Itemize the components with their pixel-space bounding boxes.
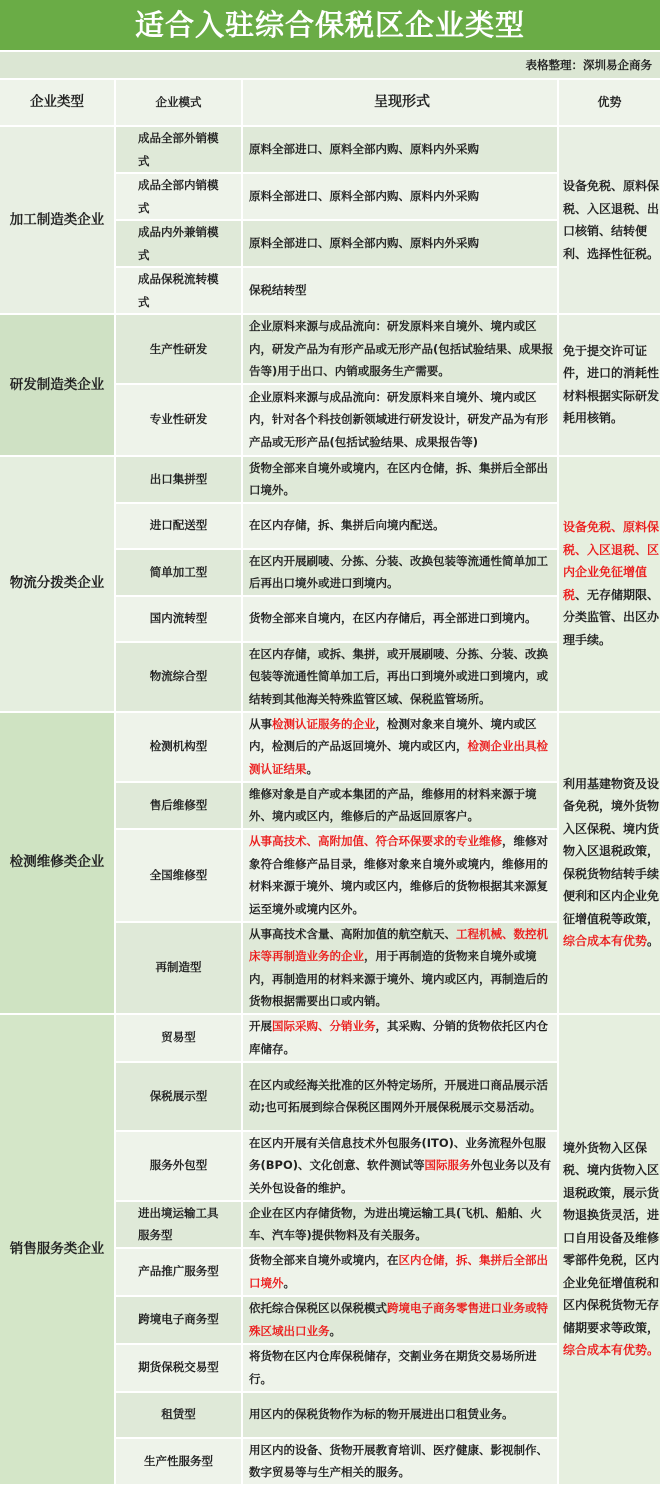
form-cell xyxy=(243,830,557,921)
highlighted-text: 国际服务 xyxy=(424,1158,471,1173)
text-segment: 。 xyxy=(329,1323,341,1338)
highlighted-text: 综合成本有优势 xyxy=(563,934,648,948)
table-row xyxy=(0,457,660,502)
text-segment: 。 xyxy=(647,934,660,948)
form-cell xyxy=(243,385,557,455)
enterprise-mode-cell: 国内流转型 xyxy=(116,597,241,641)
enterprise-mode-cell: 再制造型 xyxy=(116,923,241,1013)
text-segment: ，检测对象来自境外、境内或区内，检测后的产品返回境外、境内或区内， xyxy=(249,716,537,754)
enterprise-mode-cell: 出口集拼型 xyxy=(116,457,241,502)
header-enterprise-mode: 企业模式 xyxy=(116,80,241,125)
text-segment: 在区内或经海关批准的区外特定场所，开展进口商品展示活动;也可拓展到综合保税区围网外开展保税展示交易活动。 xyxy=(249,1077,548,1114)
form-cell xyxy=(243,713,557,781)
text-segment: 企业原料来源与成品流向：研发原料来自境外、境内或区内，研发产品为有形产品或无形产品(包括试验结果、成果报告等)用于出口、内销或服务生产需要。 xyxy=(249,319,554,378)
enterprise-mode-cell: 生产性服务型 xyxy=(116,1439,241,1484)
form-cell xyxy=(243,457,557,502)
advantage-cell xyxy=(559,1015,660,1484)
text-segment: 保税结转型 xyxy=(249,283,307,298)
table-header-row xyxy=(0,80,660,125)
text-segment: 在区内存储，或拆、集拼，或开展刷唛、分拣、分装、改换包装等流通性简单加工后，再出口到境外或进口到境内，或结转到其他海关特殊监管区域、保税监管场所。 xyxy=(249,646,548,706)
highlighted-text: 区内仓储，拆、集拼后全部出口境外 xyxy=(249,1253,548,1290)
form-cell xyxy=(243,174,557,219)
enterprise-mode-cell: 服务外包型 xyxy=(116,1132,241,1200)
text-segment: 在区内开展刷唛、分拣、分装、改换包装等流通性简单加工后再出口境外或进口到境内。 xyxy=(249,553,548,590)
enterprise-mode-cell: 贸易型 xyxy=(116,1015,241,1061)
text-segment: 企业原料来源与成品流向：研发原料来自境外、境内或区内，针对各个科技创新领域进行研发设计，研发产品为有形产品或无形产品(包括试验结果、成果报告等) xyxy=(249,389,548,449)
header-enterprise-type: 企业类型 xyxy=(0,80,114,125)
text-segment: 、无存储期限、分类监管、出区办理手续。 xyxy=(563,587,660,647)
text-segment: 原料全部进口、原料全部内购、原料内外采购 xyxy=(249,236,479,251)
text-segment: ，其采购、分销的货物依托区内仓库储存。 xyxy=(249,1019,548,1056)
enterprise-mode-cell: 简单加工型 xyxy=(116,550,241,595)
text-segment: 利用基建物资及设备免税，境外货物入区保税、境内货物入区退税政策，保税货物结转手续便利和区内企业免征增值税等政策， xyxy=(563,776,660,926)
enterprise-mode-cell: 进出境运输工具服务型 xyxy=(116,1202,241,1247)
form-cell xyxy=(243,643,557,711)
text-segment: 维修对象是自产或本集团的产品，维修用的材料来源于境外、境内或区内，维修后的产品返回原客户。 xyxy=(249,786,537,823)
highlighted-text: 从事高技术、高附加值、符合环保要求的专业维修 xyxy=(249,834,502,848)
page-title: 适合入驻综合保税区企业类型 xyxy=(0,0,660,50)
text-segment: ，维修对象符合维修产品目录，维修对象来自境外或境内，维修用的材料来源于境外、境内或区内，维修后的货物根据其来源复运至境外或境内区外。 xyxy=(249,834,548,916)
text-segment: 用区内的保税货物作为标的物开展进出口租赁业务。 xyxy=(249,1407,514,1422)
enterprise-type-cell: 销售服务类企业 xyxy=(0,1015,114,1484)
form-cell xyxy=(243,783,557,828)
text-segment: 用区内的设备、货物开展教育培训、医疗健康、影视制作、数字贸易等与生产相关的服务。 xyxy=(249,1442,548,1479)
advantage-cell xyxy=(559,315,660,455)
enterprise-mode-cell: 租赁型 xyxy=(116,1393,241,1437)
text-segment: 企业在区内存储货物，为进出境运输工具(飞机、船舶、火车、汽车等)提供物料及有关服务。 xyxy=(249,1205,542,1242)
enterprise-mode-cell: 物流综合型 xyxy=(116,643,241,711)
enterprise-mode-cell: 成品全部内销模式 xyxy=(116,174,241,219)
text-segment: 免于提交许可证件，进口的消耗性材料根据实际研发耗用核销。 xyxy=(563,343,660,426)
text-segment: 在区内存储，拆、集拼后向境内配送。 xyxy=(249,518,445,533)
form-cell xyxy=(243,923,557,1013)
table-row xyxy=(0,1015,660,1061)
text-segment: 从事高技术含量、高附加值的航空航天、 xyxy=(249,926,456,941)
text-segment: 。 xyxy=(283,1275,295,1290)
enterprise-mode-cell: 跨境电子商务型 xyxy=(116,1297,241,1343)
highlighted-text: 国际采购、分销业务 xyxy=(272,1019,376,1033)
form-cell xyxy=(243,1202,557,1247)
enterprise-mode-cell: 期货保税交易型 xyxy=(116,1345,241,1391)
form-cell xyxy=(243,315,557,383)
enterprise-type-cell: 物流分拨类企业 xyxy=(0,457,114,711)
text-segment: 境外货物入区保税、境内货物入区退税政策，展示货物退换货灵活，进口自用设备及维修零部件免税，区内企业免征增值税和区内保税货物无存储期要求等政策， xyxy=(563,1140,660,1335)
highlighted-text: 检测企业出具检测认证结果 xyxy=(249,739,548,776)
advantage-cell xyxy=(559,127,660,313)
enterprise-type-cell: 检测维修类企业 xyxy=(0,713,114,1013)
text-segment: 货物全部来自境外或境内，在区内仓储，拆、集拼后全部出口境外。 xyxy=(249,460,548,497)
text-segment: 货物全部来自境内，在区内存储后，再全部进口到境内。 xyxy=(249,611,537,626)
enterprise-mode-cell: 成品内外兼销模式 xyxy=(116,221,241,266)
form-cell xyxy=(243,1063,557,1130)
text-segment: 从事 xyxy=(249,716,272,731)
text-segment: 开展 xyxy=(249,1019,272,1033)
form-cell xyxy=(243,1132,557,1200)
header-advantage: 优势 xyxy=(559,80,660,125)
enterprise-mode-cell: 保税展示型 xyxy=(116,1063,241,1130)
enterprise-mode-cell: 成品保税流转模式 xyxy=(116,268,241,313)
form-cell xyxy=(243,127,557,172)
enterprise-mode-cell: 检测机构型 xyxy=(116,713,241,781)
enterprise-mode-cell: 售后维修型 xyxy=(116,783,241,828)
enterprise-type-cell: 加工制造类企业 xyxy=(0,127,114,313)
form-cell xyxy=(243,1249,557,1295)
highlighted-text: 检测认证服务的企业 xyxy=(272,716,376,731)
text-segment: 外包业务以及有关外包设备的维护。 xyxy=(249,1158,551,1195)
form-cell xyxy=(243,504,557,548)
text-segment: 设备免税、原料保税、入区退税、出口核销、结转便利、选择性征税。 xyxy=(563,179,660,261)
text-segment: 在区内开展有关信息技术外包服务(ITO)、业务流程外包服务(BPO)、文化创意、软件测试等 xyxy=(249,1135,546,1173)
form-cell xyxy=(243,1297,557,1343)
form-cell xyxy=(243,1345,557,1391)
form-cell xyxy=(243,550,557,595)
highlighted-text: 工程机械、数控机床等再制造业务的企业 xyxy=(249,926,548,963)
form-cell xyxy=(243,597,557,641)
table-row xyxy=(0,713,660,781)
form-cell xyxy=(243,1393,557,1437)
enterprise-types-table xyxy=(0,78,660,1486)
text-segment: ，用于再制造的货物来自境外或境内，再制造用的材料来源于境外、境内或区内，再制造后的货物根据需要出口或内销。 xyxy=(249,949,548,1008)
text-segment: 依托综合保税区以保税模式 xyxy=(249,1301,387,1315)
table-row xyxy=(0,127,660,172)
form-cell xyxy=(243,268,557,313)
highlighted-text: 跨境电子商务零售进口业务或特殊区域出口业务 xyxy=(249,1301,548,1338)
highlighted-text: 设备免税、原料保税、入区退税、区内企业免征增值税 xyxy=(563,520,660,602)
table-row xyxy=(0,315,660,383)
text-segment: 原料全部进口、原料全部内购、原料内外采购 xyxy=(249,142,479,157)
enterprise-mode-cell: 产品推广服务型 xyxy=(116,1249,241,1295)
form-cell xyxy=(243,221,557,266)
text-segment: 货物全部来自境外或境内，在 xyxy=(249,1253,399,1267)
credit-line: 表格整理：深圳易企商务 xyxy=(0,52,660,78)
advantage-cell xyxy=(559,457,660,711)
enterprise-mode-cell: 生产性研发 xyxy=(116,315,241,383)
enterprise-type-cell: 研发制造类企业 xyxy=(0,315,114,455)
highlighted-text: 综合成本有优势。 xyxy=(563,1343,660,1357)
enterprise-mode-cell: 全国维修型 xyxy=(116,830,241,921)
text-segment: 原料全部进口、原料全部内购、原料内外采购 xyxy=(249,189,479,204)
text-segment: 将货物在区内仓库保税储存，交割业务在期货交易场所进行。 xyxy=(249,1349,537,1386)
form-cell xyxy=(243,1015,557,1061)
advantage-cell xyxy=(559,713,660,1013)
enterprise-mode-cell: 进口配送型 xyxy=(116,504,241,548)
enterprise-mode-cell: 成品全部外销模式 xyxy=(116,127,241,172)
enterprise-mode-cell: 专业性研发 xyxy=(116,385,241,455)
header-form: 呈现形式 xyxy=(243,80,557,125)
form-cell xyxy=(243,1439,557,1484)
text-segment: 。 xyxy=(306,761,318,776)
